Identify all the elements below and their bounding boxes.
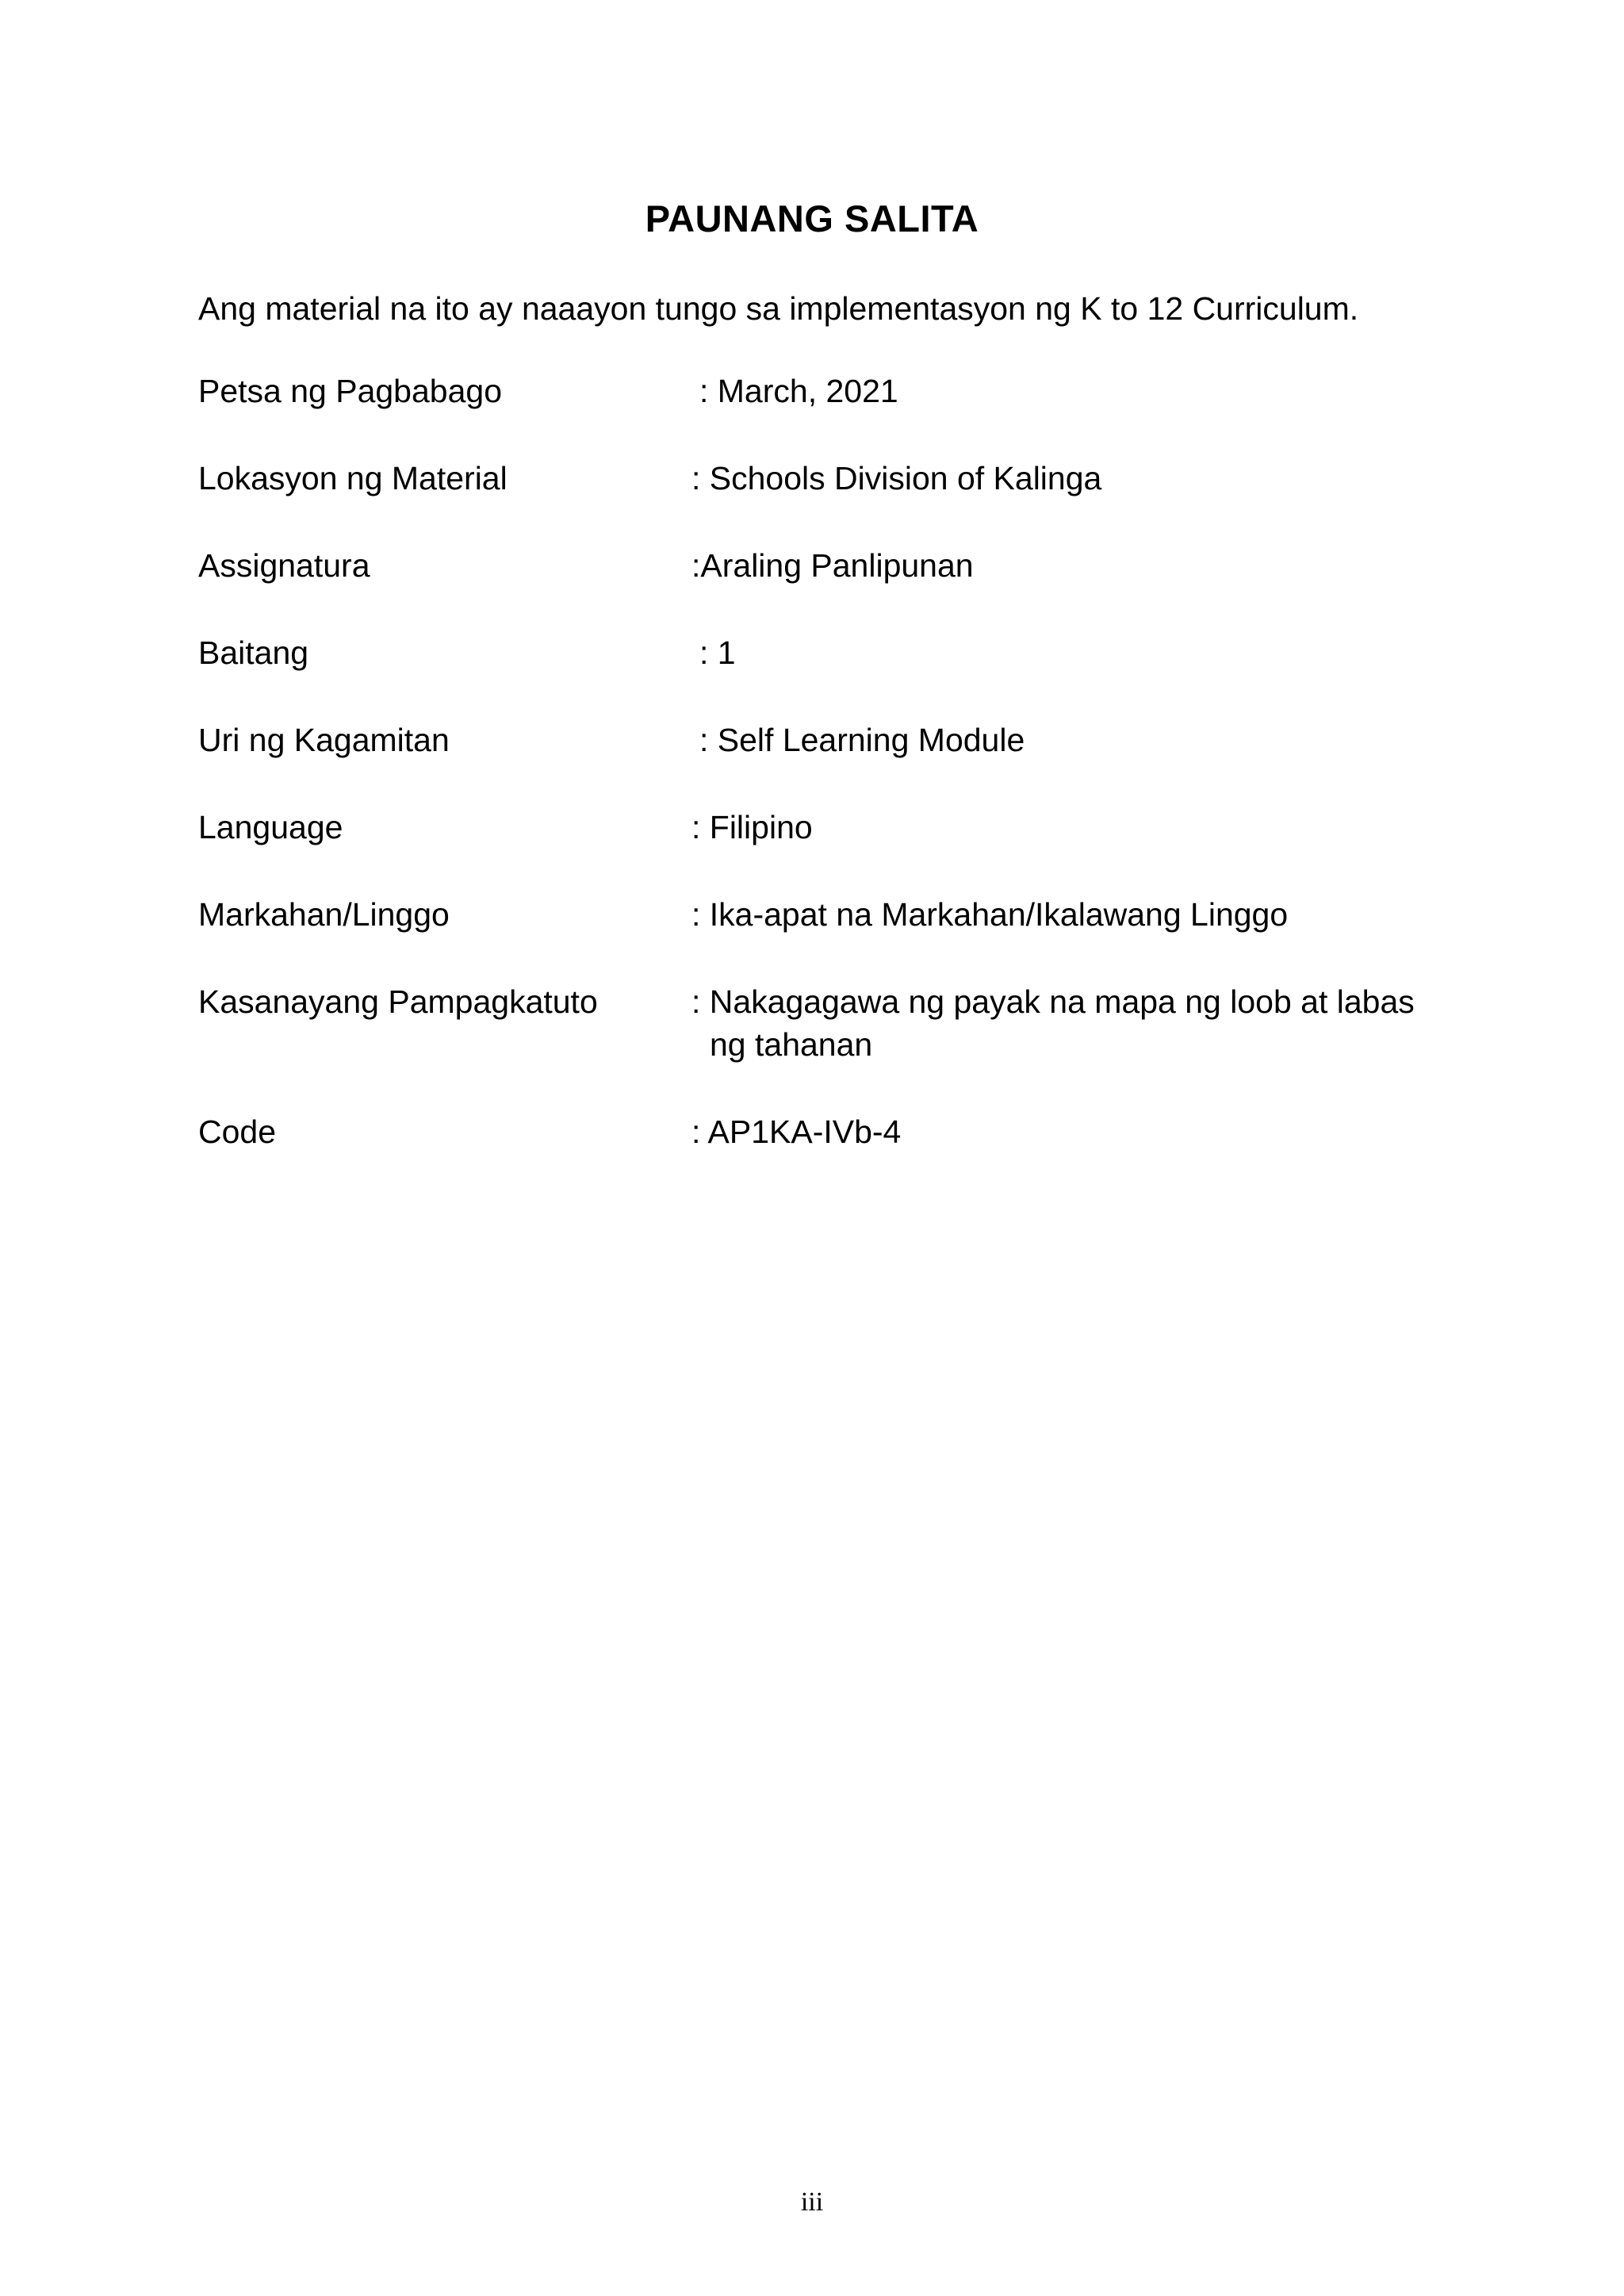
field-value: : 1	[699, 634, 736, 671]
field-label: Assignatura	[198, 547, 370, 584]
field-value: : Self Learning Module	[699, 722, 1025, 758]
field-label: Petsa ng Pagbabago	[198, 373, 502, 409]
field-value: : Schools Division of Kalinga	[691, 460, 1102, 496]
field-value: : March, 2021	[699, 373, 898, 409]
field-label: Language	[198, 809, 343, 845]
page-title: PAUNANG SALITA	[645, 197, 979, 240]
field-label: Lokasyon ng Material	[198, 460, 508, 496]
page-number: iii	[800, 2187, 824, 2217]
field-label: Kasanayang Pampagkatuto	[198, 983, 598, 1020]
intro-paragraph: Ang material na ito ay naaayon tungo sa implementasyon ng K to 12 Curriculum.	[198, 290, 1359, 327]
field-value: : Ika-apat na Markahan/Ikalawang Linggo	[691, 896, 1289, 933]
field-value: :Araling Panlipunan	[691, 547, 974, 584]
field-value: : Filipino	[691, 809, 813, 845]
field-value: : AP1KA-IVb-4	[691, 1114, 902, 1150]
field-value	[691, 980, 1484, 1066]
field-label: Baitang	[198, 634, 309, 671]
field-value-line: : Nakagagawa ng payak na mapa ng loob at labas	[691, 983, 1415, 1020]
field-value-continuation: ng tahanan	[710, 1026, 873, 1063]
field-label: Uri ng Kagamitan	[198, 722, 450, 758]
field-label: Code	[198, 1114, 277, 1150]
field-label: Markahan/Linggo	[198, 896, 450, 933]
